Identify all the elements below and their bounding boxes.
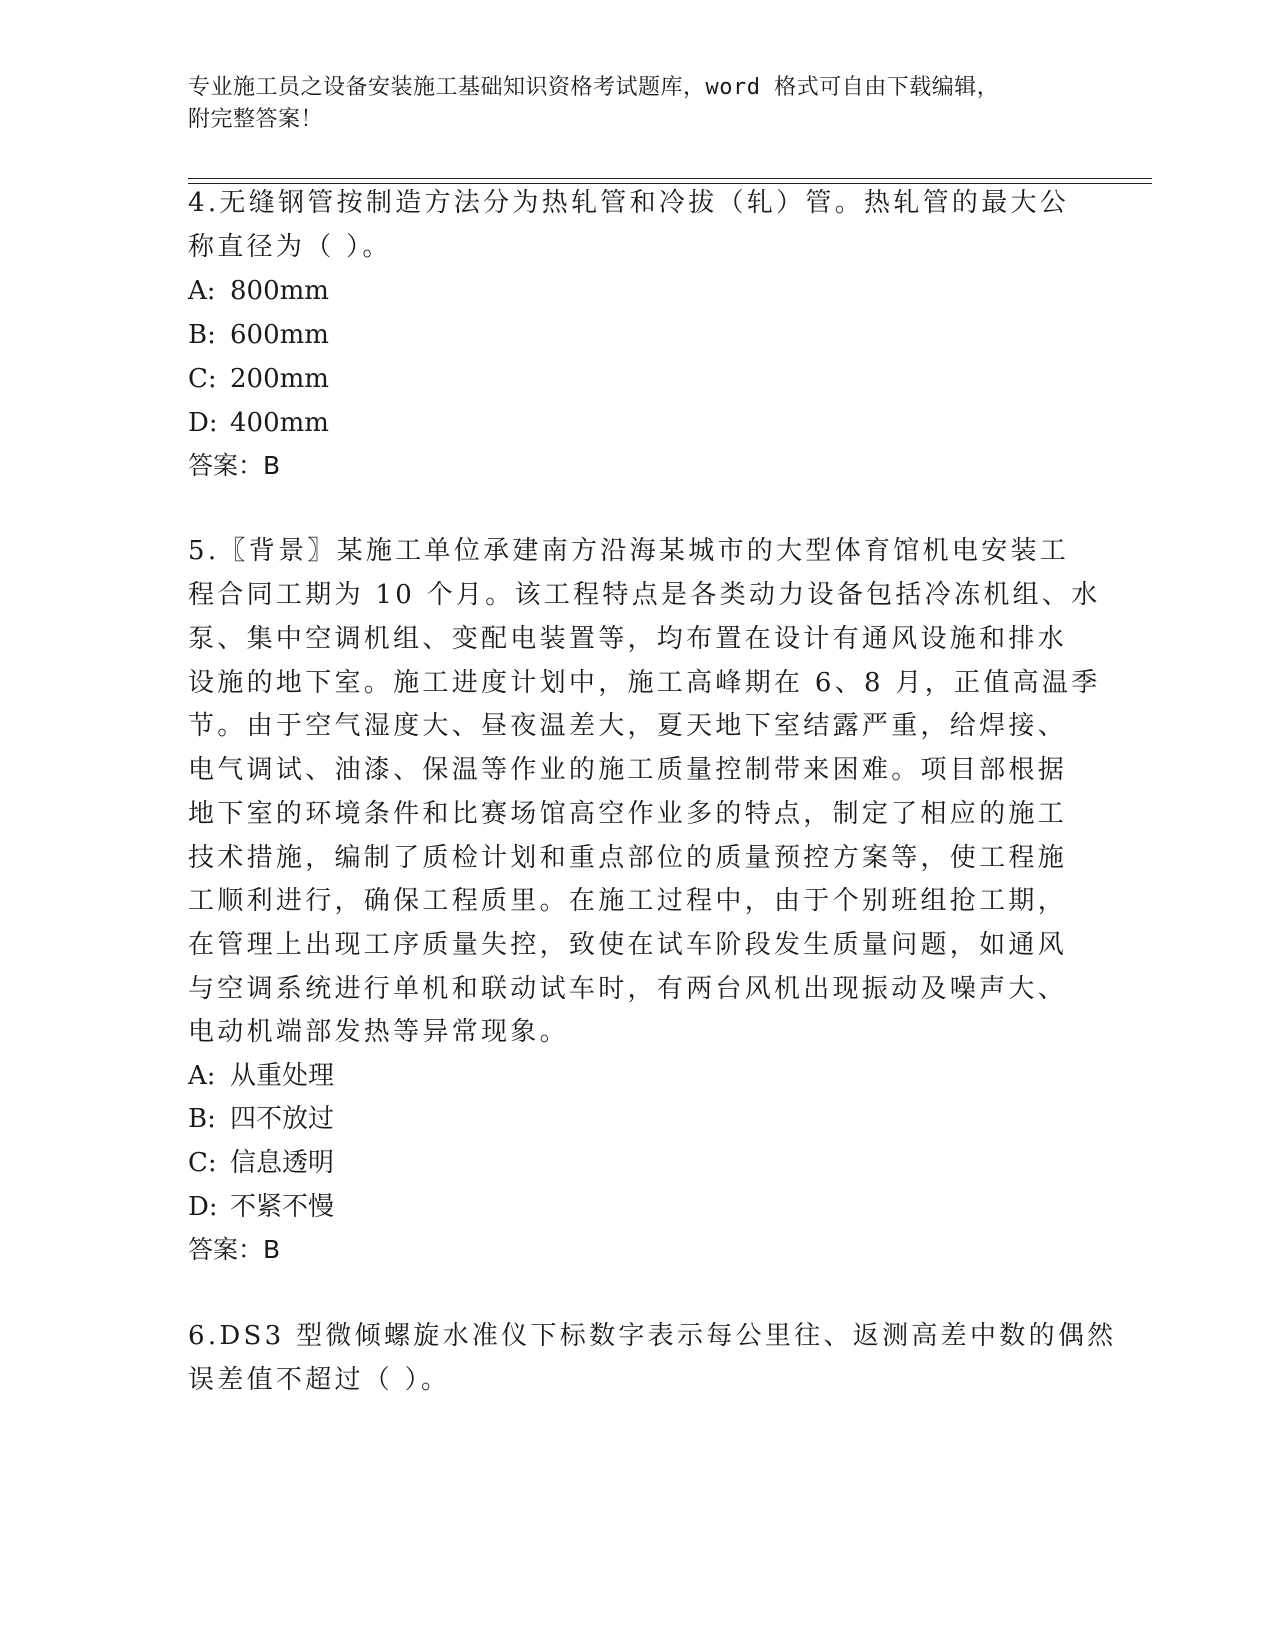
header-divider-bottom [188, 183, 1152, 184]
header-line-2: 附完整答案！ [188, 107, 324, 132]
option-label: C: [188, 364, 217, 394]
question-5-line-10: 在管理上出现工序质量失控，致使在试车阶段发生质量问题，如通风 [188, 930, 1068, 960]
option-label: A: [188, 276, 216, 306]
question-4-option-c [188, 364, 329, 394]
question-5-line-4: 设施的地下室。施工进度计划中，施工高峰期在 6、8 月，正值高温季 [188, 668, 1101, 698]
option-text: 800mm [230, 276, 329, 306]
option-label: A: [188, 1061, 216, 1091]
question-5-answer: 答案：B [188, 1235, 281, 1264]
question-5-option-a [188, 1061, 334, 1091]
question-5-line-6: 电气调试、油漆、保温等作业的施工质量控制带来困难。项目部根据 [188, 755, 1068, 785]
option-text: 200mm [230, 364, 329, 394]
question-6-line-2: 误差值不超过（ ）。 [188, 1365, 451, 1395]
question-5-option-d [188, 1192, 334, 1222]
question-5-line-12: 电动机端部发热等异常现象。 [188, 1017, 569, 1047]
option-text: 从重处理 [230, 1061, 335, 1091]
question-5-line-3: 泵、集中空调机组、变配电装置等，均布置在设计有通风设施和排水 [188, 624, 1068, 654]
question-4-option-b [188, 320, 329, 350]
question-5-line-7: 地下室的环境条件和比赛场馆高空作业多的特点，制定了相应的施工 [188, 799, 1068, 829]
option-label: C: [188, 1148, 217, 1178]
option-text: 不紧不慢 [230, 1192, 335, 1222]
question-4-answer: 答案：B [188, 451, 281, 480]
question-5-option-c [188, 1148, 334, 1178]
question-5-line-8: 技术措施，编制了质检计划和重点部位的质量预控方案等，使工程施 [188, 843, 1068, 873]
question-4-line-1: 4.无缝钢管按制造方法分为热轧管和冷拔（轧）管。热轧管的最大公 [188, 188, 1070, 218]
header-line-1: 专业施工员之设备安装施工基础知识资格考试题库，word 格式可自由下载编辑， [188, 75, 1000, 100]
option-label: B: [188, 320, 216, 350]
question-5-line-11: 与空调系统进行单机和联动试车时，有两台风机出现振动及噪声大、 [188, 974, 1068, 1004]
question-5-line-2: 程合同工期为 10 个月。该工程特点是各类动力设备包括冷冻机组、水 [188, 580, 1101, 610]
question-6-line-1: 6.DS3 型微倾螺旋水准仪下标数字表示每公里往、返测高差中数的偶然 [188, 1321, 1117, 1351]
header-divider-top [188, 178, 1152, 179]
question-5-line-9: 工顺利进行，确保工程质里。在施工过程中，由于个别班组抢工期， [188, 886, 1068, 916]
question-5-option-b [188, 1104, 334, 1134]
document-header [188, 72, 1068, 136]
option-text: 600mm [230, 320, 329, 350]
question-4-option-a [188, 276, 329, 306]
question-4-line-2: 称直径为（ ）。 [188, 232, 392, 262]
option-label: D: [188, 408, 218, 438]
question-4-option-d [188, 408, 329, 438]
option-text: 四不放过 [230, 1104, 335, 1134]
question-5-line-5: 节。由于空气湿度大、昼夜温差大，夏天地下室结露严重，给焊接、 [188, 711, 1068, 741]
option-text: 400mm [230, 408, 329, 438]
question-5-line-1: 5.〖背景〗某施工单位承建南方沿海某城市的大型体育馆机电安装工 [188, 536, 1070, 566]
option-text: 信息透明 [230, 1148, 335, 1178]
option-label: B: [188, 1104, 216, 1134]
option-label: D: [188, 1192, 218, 1222]
